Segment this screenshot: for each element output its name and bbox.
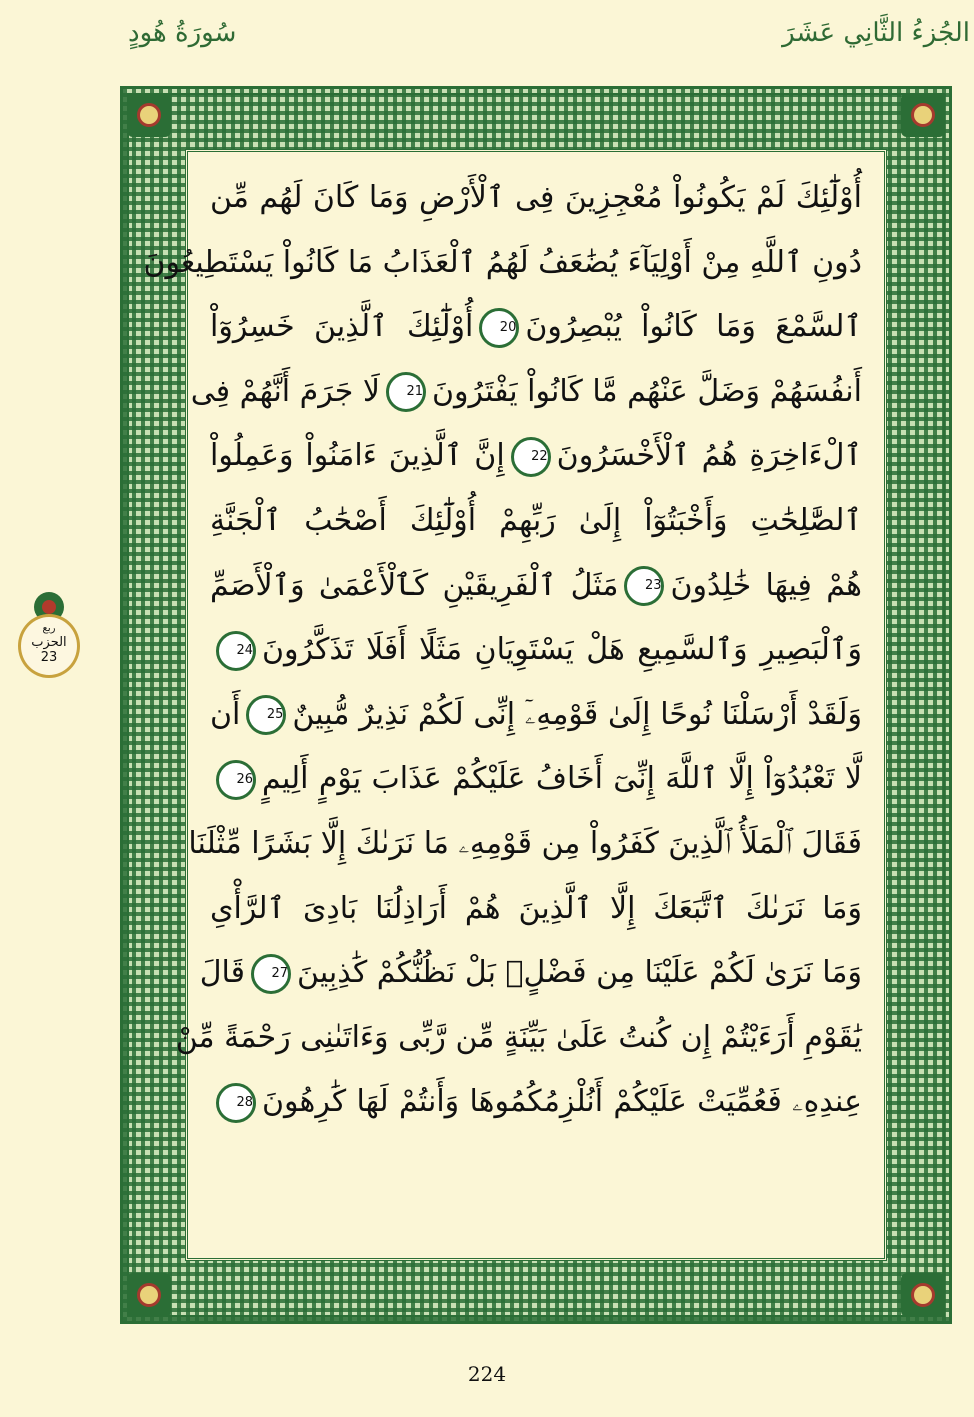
ayah-number-marker: 24 <box>216 631 256 671</box>
hizb-quarter-marker <box>14 592 84 688</box>
verse-line <box>210 554 862 619</box>
verse-text: وَٱلْبَصِيرِ وَٱلسَّمِيعِ هَلْ يَسْتَوِيَانِ مَثَلًا أَفَلَا تَذَكَّرُونَ <box>262 632 862 668</box>
hizb-number: 23 <box>40 650 58 665</box>
verse-line <box>143 231 862 296</box>
ayah-number-marker: 20 <box>479 308 519 348</box>
verse-line <box>210 877 862 942</box>
verse-line <box>190 360 862 425</box>
verse-line <box>210 618 862 683</box>
verse-line <box>199 941 862 1006</box>
ornamental-frame <box>120 86 952 1324</box>
verse-text: أَنفُسَهُمْ وَضَلَّ عَنْهُم مَّا كَانُواْ يَفْتَرُونَ <box>432 373 862 409</box>
verse-text: دُونِ ٱللَّهِ مِنْ أَوْلِيَآءَ يُضَٰعَفُ لَهُمُ ٱلْعَذَابُ مَا كَانُواْ يَسْتَطِيعُونَ <box>143 244 862 280</box>
verse-line <box>188 812 862 877</box>
quran-text-panel <box>143 149 887 1261</box>
verse-text: لَا جَرَمَ أَنَّهُمْ فِى <box>190 373 380 409</box>
page-number: 224 <box>467 1362 507 1386</box>
verse-text: يَٰقَوْمِ أَرَءَيْتُمْ إِن كُنتُ عَلَىٰ بَيِّنَةٍ مِّن رَّبِّى وَءَاتَىٰنِى رَحْمَةً مِّنْ <box>175 1019 862 1055</box>
verse-text: لَّا تَعْبُدُوٓاْ إِلَّا ٱللَّهَ إِنِّىٓ أَخَافُ عَلَيْكُمْ عَذَابَ يَوْمٍ أَلِيمٍ <box>262 761 862 797</box>
verse-line <box>210 1070 862 1135</box>
ayah-number-marker: 28 <box>216 1083 256 1123</box>
verse-text: ٱلْءَاخِرَةِ هُمُ ٱلْأَخْسَرُونَ <box>556 438 862 474</box>
verse-line <box>210 683 862 748</box>
verse-text: ٱلسَّمْعَ وَمَا كَانُواْ يُبْصِرُونَ <box>525 309 862 345</box>
verse-text: ٱلصَّٰلِحَٰتِ وَأَخْبَتُوٓاْ إِلَىٰ رَبِّهِمْ أُوْلَٰٓئِكَ أَصْحَٰبُ ٱلْجَنَّةِ <box>210 502 862 538</box>
corner-ornament-icon <box>901 93 945 137</box>
verse-text: عِندِهِۦ فَعُمِّيَتْ عَلَيْكُمْ أَنُلْزِمُكُمُوهَا وَأَنتُمْ لَهَا كَٰرِهُونَ <box>262 1084 862 1120</box>
ayah-number-marker: 21 <box>386 372 426 412</box>
ayah-number-marker: 23 <box>624 566 664 606</box>
hizb-label: الحزب <box>31 635 67 650</box>
verse-line <box>210 747 862 812</box>
verse-line <box>210 424 862 489</box>
verse-line <box>210 489 862 554</box>
verse-text: أُوْلَٰٓئِكَ ٱلَّذِينَ خَسِرُوٓاْ <box>210 309 474 345</box>
verse-text: أَن <box>210 696 241 732</box>
ayah-number-marker: 27 <box>251 954 291 994</box>
ayah-number-marker: 26 <box>216 760 256 800</box>
verse-line <box>175 1006 862 1071</box>
corner-ornament-icon <box>901 1273 945 1317</box>
verse-text: وَمَا نَرَىٰ لَكُمْ عَلَيْنَا مِن فَضْلٍۭ بَلْ نَظُنُّكُمْ كَٰذِبِينَ <box>297 955 862 991</box>
ayah-number-marker: 22 <box>511 437 551 477</box>
surah-name: سُورَةُ هُودٍ <box>128 18 237 48</box>
verse-line <box>210 166 862 231</box>
verse-text: وَلَقَدْ أَرْسَلْنَا نُوحًا إِلَىٰ قَوْمِهِۦٓ إِنِّى لَكُمْ نَذِيرٌ مُّبِينٌ <box>292 696 862 732</box>
verse-text: هُمْ فِيهَا خَٰلِدُونَ <box>670 567 862 603</box>
verse-text: أُوْلَٰٓئِكَ لَمْ يَكُونُواْ مُعْجِزِينَ فِى ٱلْأَرْضِ وَمَا كَانَ لَهُم مِّن <box>210 180 862 215</box>
verse-text: فَقَالَ ٱلْمَلَأُ ٱلَّذِينَ كَفَرُواْ مِن قَوْمِهِۦ مَا نَرَىٰكَ إِلَّا بَشَرًا مِّثْلَنَا <box>188 825 862 861</box>
hizb-medallion <box>18 614 80 678</box>
corner-ornament-icon <box>127 93 171 137</box>
verse-text: مَثَلُ ٱلْفَرِيقَيْنِ كَٱلْأَعْمَىٰ وَٱلْأَصَمِّ <box>210 567 619 603</box>
ayah-number-marker: 25 <box>246 695 286 735</box>
verse-text: قَالَ <box>199 955 245 991</box>
rub-label: ربع <box>42 623 56 634</box>
verse-text: وَمَا نَرَىٰكَ ٱتَّبَعَكَ إِلَّا ٱلَّذِينَ هُمْ أَرَاذِلُنَا بَادِىَ ٱلرَّأْىِ <box>210 890 862 926</box>
verse-text: إِنَّ ٱلَّذِينَ ءَامَنُواْ وَعَمِلُواْ <box>210 438 505 474</box>
page-header <box>0 8 974 52</box>
juz-name: الجُزءُ الثَّانِي عَشَرَ <box>782 18 970 48</box>
corner-ornament-icon <box>127 1273 171 1317</box>
verse-line <box>210 295 862 360</box>
